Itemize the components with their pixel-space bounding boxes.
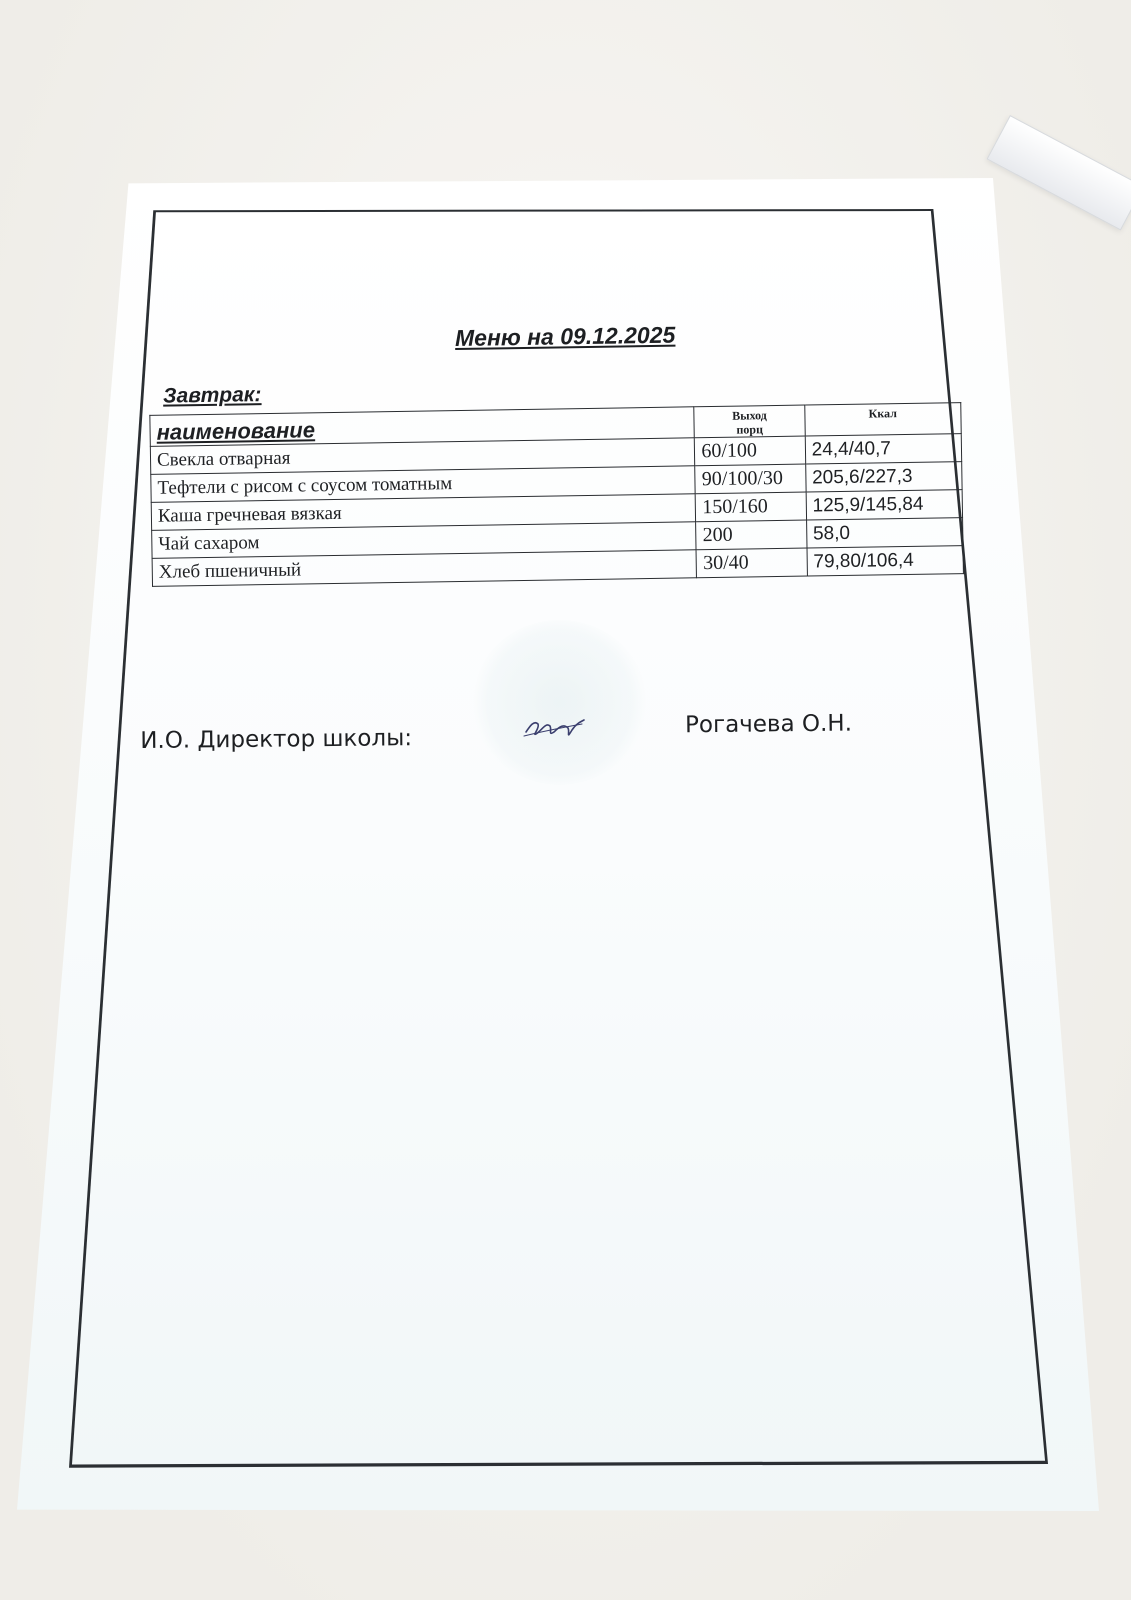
page-title: Меню на 09.12.2025 [454,321,676,352]
dish-yield: 150/160 [696,492,807,522]
section-heading: Завтрак: [162,383,262,408]
dish-kcal: 58,0 [806,518,963,548]
menu-content [140,317,964,587]
dish-kcal: 205,6/227,3 [805,462,962,492]
dish-kcal: 125,9/145,84 [806,490,963,520]
yield-header-line1: Выход [732,408,767,423]
dish-name: Каша гречневая вязкая [151,494,696,531]
column-header-kcal: Ккал [804,403,961,436]
dish-name: Чай сахаром [152,522,697,559]
dish-name: Тефтели с рисом с соусом томатным [151,466,696,503]
handwritten-signature [520,706,590,746]
column-header-yield [694,405,805,438]
signatory-name: Рогачева О.Н. [684,710,853,739]
dish-yield: 90/100/30 [695,464,806,494]
dish-yield: 60/100 [695,436,806,466]
column-header-name: наименование [150,407,695,447]
dish-name: Хлеб пшеничный [152,550,697,587]
dish-yield: 30/40 [696,548,807,578]
menu-table [149,402,964,587]
yield-header-line2: порц [736,422,764,437]
dish-yield: 200 [696,520,807,550]
signature-label: И.О. Директор школы: [140,725,413,754]
dish-kcal: 24,4/40,7 [805,434,962,464]
dish-kcal: 79,80/106,4 [807,546,964,576]
dish-name: Свекла отварная [150,438,695,475]
